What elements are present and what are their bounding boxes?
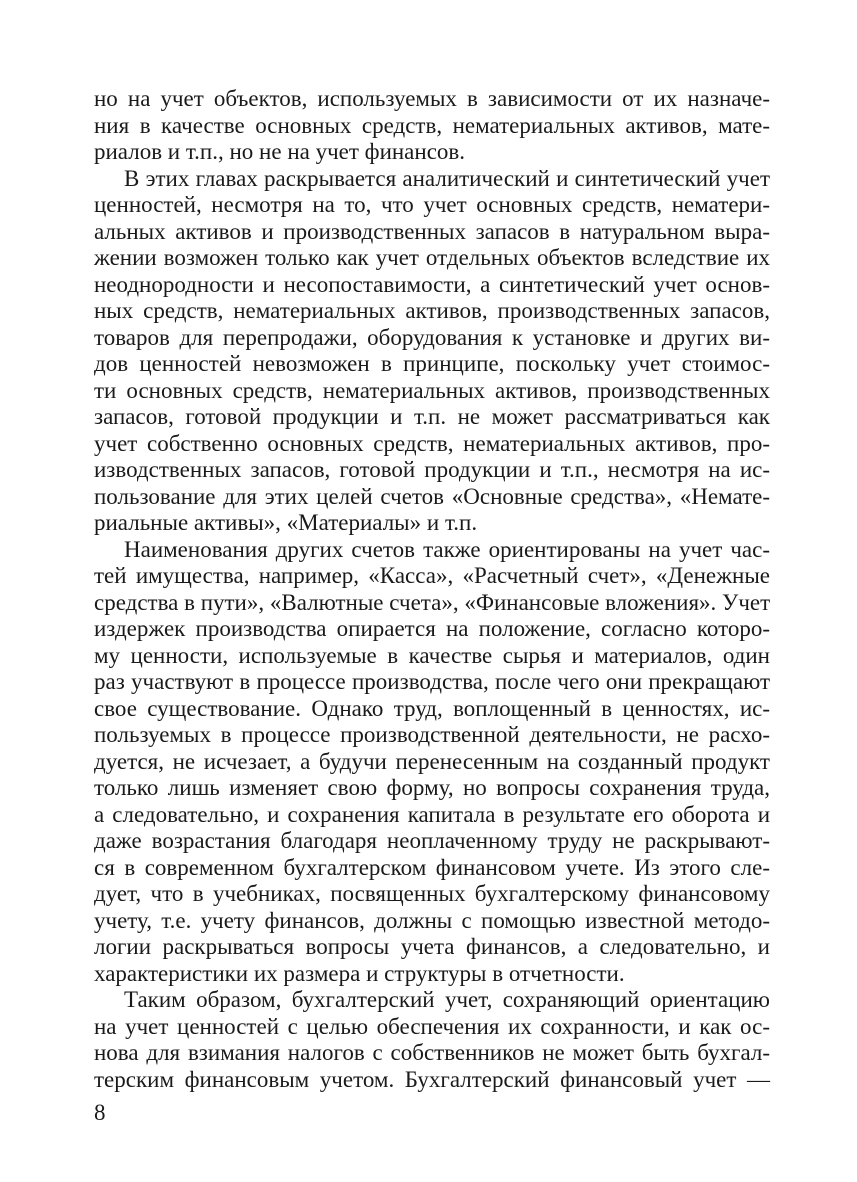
text-line: дуется, не исчезает, а будучи перенесенным на созданный продукт: [94, 748, 770, 774]
body-text: [94, 86, 770, 1093]
text-line: ния в качестве основных средств, нематериальных активов, мате-: [94, 112, 770, 138]
text-line: пользование для этих целей счетов «Основные средства», «Немате-: [94, 483, 770, 509]
paragraph-first-line: Наименования других счетов также ориентированы на учет час-: [124, 536, 770, 562]
text-line: только лишь изменяет свою форму, но вопросы сохранения труда,: [94, 775, 770, 800]
text-line: риалов и т.п., но не на учет финансов.: [94, 139, 466, 164]
text-line: альных активов и производственных запасов в натуральном выра-: [94, 218, 770, 244]
text-line: логии раскрываться вопросы учета финансов, а следовательно, и: [94, 934, 770, 959]
text-line: терским финансовым учетом. Бухгалтерский финансовый учет —: [94, 1066, 770, 1092]
text-line: учет собственно основных средств, нематериальных активов, про-: [94, 430, 770, 456]
text-line: товаров для перепродажи, оборудования к установке и других ви-: [94, 324, 770, 350]
text-line: даже возрастания благодаря неоплаченному труду не раскрывают-: [94, 828, 770, 853]
text-line: жении возможен только как учет отдельных объектов вследствие их: [94, 245, 770, 270]
text-line: издержек производства опирается на положение, согласно которо-: [94, 616, 770, 641]
paragraph-first-line: В этих главах раскрывается аналитический и синтетический учет: [124, 165, 770, 191]
text-line: раз участвуют в процессе производства, после чего они прекращают: [94, 669, 770, 694]
text-line: средства в пути», «Валютные счета», «Финансовые вложения». Учет: [94, 589, 771, 615]
text-line: пользуемых в процессе производственной деятельности, не расхо-: [94, 722, 770, 747]
text-line: ных средств, нематериальных активов, производственных запасов,: [94, 298, 770, 323]
paragraph-first-line: Таким образом, бухгалтерский учет, сохраняющий ориентацию: [124, 987, 770, 1012]
text-line: ся в современном бухгалтерском финансовом учете. Из этого сле-: [94, 854, 770, 880]
text-line: ти основных средств, нематериальных активов, производственных: [94, 377, 770, 403]
text-line: запасов, готовой продукции и т.п. не может рассматриваться как: [94, 404, 770, 429]
text-line: на учет ценностей с целью обеспечения их сохранности, и как ос-: [94, 1013, 770, 1039]
text-line: тей имущества, например, «Касса», «Расчетный счет», «Денежные: [94, 563, 770, 588]
text-line: неоднородности и несопоставимости, а синтетический учет основ-: [94, 271, 770, 297]
text-line: учету, т.е. учету финансов, должны с помощью известной методо-: [94, 907, 770, 933]
text-line: нова для взимания налогов с собственников не может быть бухгал-: [94, 1040, 770, 1065]
text-line: ценностей, несмотря на то, что учет основных средств, нематери-: [94, 192, 770, 217]
text-line: риальные активы», «Материалы» и т.п.: [94, 510, 478, 535]
text-line: му ценности, используемые в качестве сырья и материалов, один: [94, 642, 770, 668]
page-number: 8: [94, 1100, 106, 1125]
text-line: дует, что в учебниках, посвященных бухгалтерскому финансовому: [94, 881, 770, 906]
text-line: изводственных запасов, готовой продукции и т.п., несмотря на ис-: [94, 457, 770, 482]
text-line: а следовательно, и сохранения капитала в результате его оборота и: [94, 801, 770, 827]
text-line: характеристики их размера и структуры в отчетности.: [94, 960, 625, 986]
text-line: но на учет объектов, используемых в зависимости от их назначе-: [94, 86, 770, 111]
text-line: дов ценностей невозможен в принципе, поскольку учет стоимос-: [94, 351, 770, 376]
text-line: свое существование. Однако труд, воплощенный в ценностях, ис-: [94, 695, 770, 721]
